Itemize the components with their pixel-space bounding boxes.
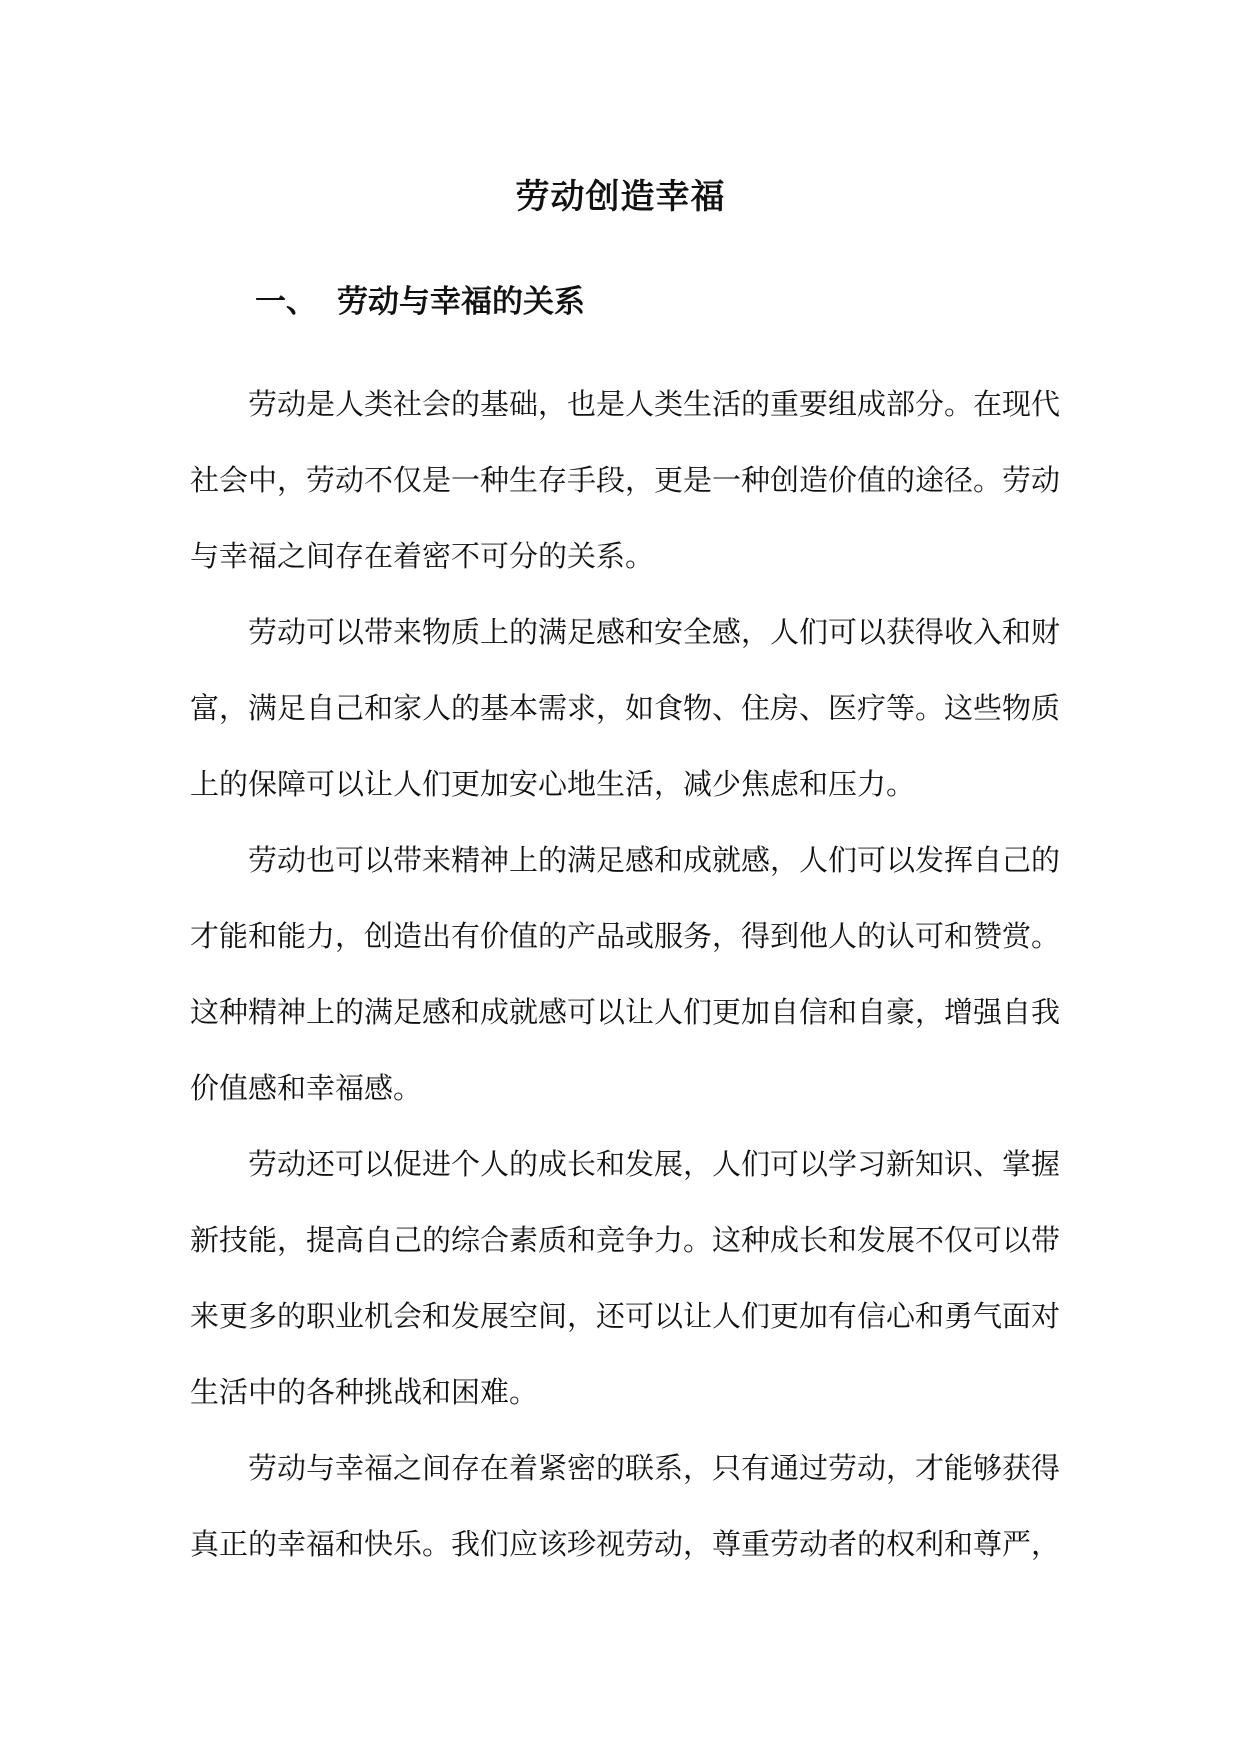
document-body xyxy=(190,366,1061,1582)
paragraph-line: 社会中，劳动不仅是一种生存手段，更是一种创造价值的途径。劳动 xyxy=(190,463,1061,497)
paragraph xyxy=(190,594,1061,822)
paragraph-line: 新技能，提高自己的综合素质和竞争力。这种成长和发展不仅可以带 xyxy=(190,1223,1061,1257)
paragraph-line: 劳动还可以促进个人的成长和发展，人们可以学习新知识、掌握 xyxy=(248,1147,1061,1181)
paragraph-line: 价值感和幸福感。 xyxy=(190,1071,423,1105)
paragraph-line: 富，满足自己和家人的基本需求，如食物、住房、医疗等。这些物质 xyxy=(190,691,1061,725)
paragraph-line: 生活中的各种挑战和困难。 xyxy=(190,1375,539,1409)
paragraph-line: 来更多的职业机会和发展空间，还可以让人们更加有信心和勇气面对 xyxy=(190,1299,1061,1333)
paragraph-line: 才能和能力，创造出有价值的产品或服务，得到他人的认可和赞赏。 xyxy=(190,919,1061,953)
paragraph-line: 劳动与幸福之间存在着紧密的联系，只有通过劳动，才能够获得 xyxy=(248,1451,1061,1485)
document-title: 劳动创造幸福 xyxy=(515,176,726,217)
section-title: 劳动与幸福的关系 xyxy=(337,284,585,320)
paragraph-line: 这种精神上的满足感和成就感可以让人们更加自信和自豪，增强自我 xyxy=(190,995,1061,1029)
section-number: 一、 xyxy=(255,284,317,320)
paragraph xyxy=(190,1126,1061,1430)
paragraph xyxy=(190,1430,1061,1582)
paragraph xyxy=(190,366,1061,594)
paragraph xyxy=(190,822,1061,1126)
paragraph-line: 真正的幸福和快乐。我们应该珍视劳动，尊重劳动者的权利和尊严， xyxy=(190,1527,1061,1561)
paragraph-line: 劳动是人类社会的基础，也是人类生活的重要组成部分。在现代 xyxy=(248,387,1061,421)
paragraph-line: 劳动也可以带来精神上的满足感和成就感，人们可以发挥自己的 xyxy=(248,843,1061,877)
section-heading xyxy=(255,280,585,324)
paragraph-line: 与幸福之间存在着密不可分的关系。 xyxy=(190,539,655,573)
paragraph-line: 上的保障可以让人们更加安心地生活，减少焦虑和压力。 xyxy=(190,767,916,801)
paragraph-line: 劳动可以带来物质上的满足感和安全感，人们可以获得收入和财 xyxy=(248,615,1061,649)
